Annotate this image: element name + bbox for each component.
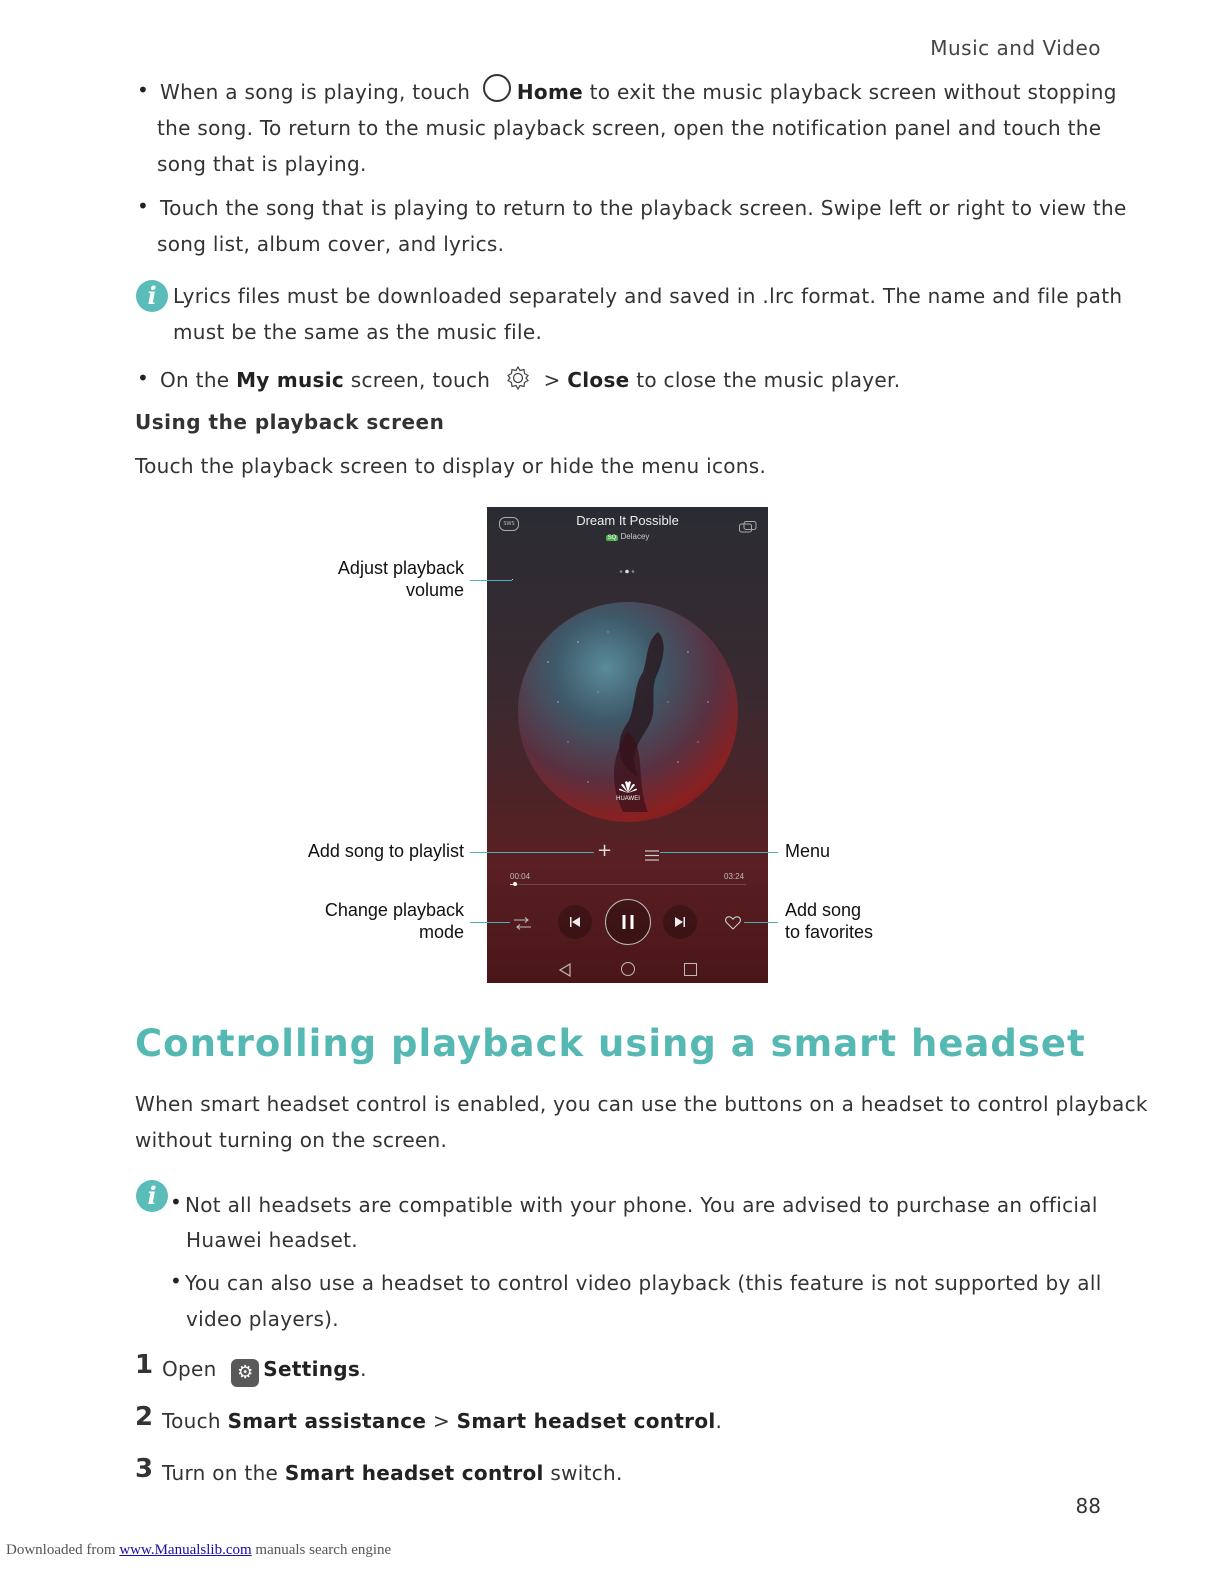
note-2-item-1-line-2: Huawei headset.	[186, 1228, 358, 1252]
section-heading: Controlling playback using a smart headset	[135, 1022, 1086, 1065]
heart-icon[interactable]	[725, 915, 741, 934]
section-header: Music and Video	[930, 36, 1101, 60]
text: switch.	[543, 1461, 623, 1485]
menu-icon[interactable]	[645, 846, 659, 865]
note-2-item-2-line-1: You can also use a headset to control video playback (this feature is not supported by all	[185, 1271, 1102, 1295]
home-nav-icon[interactable]	[621, 962, 635, 976]
text: to favorites	[785, 922, 874, 942]
text: Touch	[162, 1409, 228, 1433]
text: When a song is playing, touch	[160, 80, 477, 104]
brand-mark	[518, 780, 738, 802]
huawei-logo-icon	[617, 780, 639, 794]
section-intro-line-2: without turning on the screen.	[135, 1128, 448, 1152]
album-art	[518, 602, 738, 822]
callout-line	[470, 852, 594, 853]
note-2-item-1-line-1: Not all headsets are compatible with your phone. You are advised to purchase an official	[185, 1193, 1098, 1217]
bullet-dot: •	[170, 1190, 182, 1214]
note-1-line-2: must be the same as the music file.	[173, 320, 543, 344]
step-2	[162, 1403, 722, 1439]
shuffle-mode-icon[interactable]	[514, 915, 531, 934]
text: screen, touch	[344, 368, 497, 392]
page-dots	[619, 559, 637, 578]
recents-nav-icon[interactable]	[684, 963, 697, 976]
note-2-item-2-line-2: video players).	[186, 1307, 339, 1331]
playback-intro: Touch the playback screen to display or hide the menu icons.	[135, 454, 767, 478]
text: .	[360, 1357, 367, 1381]
gear-icon	[505, 365, 531, 402]
text: mode	[418, 922, 464, 942]
text: manuals search engine	[251, 1542, 392, 1558]
settings-icon: ⚙	[231, 1359, 259, 1387]
artist-name: Delacey	[620, 532, 650, 541]
home-label: Home	[516, 80, 583, 104]
text: volume	[405, 580, 464, 600]
phone-screenshot	[487, 507, 768, 983]
step-number: 3	[135, 1454, 154, 1484]
page-number: 88	[1075, 1494, 1101, 1518]
callout-add-playlist: Add song to playlist	[307, 841, 464, 861]
text: Adjust playback	[337, 558, 464, 578]
next-icon	[663, 905, 697, 939]
info-icon: i	[136, 1180, 168, 1212]
text: On the	[160, 368, 237, 392]
bullet-2-line-2: song list, album cover, and lyrics.	[157, 232, 505, 256]
smart-assistance-label: Smart assistance	[227, 1409, 427, 1433]
subheading: Using the playback screen	[135, 410, 445, 434]
manualslib-link[interactable]: www.Manualslib.com	[119, 1542, 252, 1558]
callout-line	[660, 852, 778, 853]
bullet-dot: •	[137, 194, 149, 218]
callout-favorites	[785, 899, 873, 943]
text: to close the music player.	[629, 368, 901, 392]
text: Open	[162, 1357, 224, 1381]
bullet-dot: •	[137, 366, 149, 390]
callout-menu: Menu	[785, 841, 831, 861]
song-title: Dream It Possible	[576, 513, 679, 528]
settings-label: Settings	[263, 1357, 361, 1381]
callout-line	[470, 580, 512, 581]
text: to exit the music playback screen without stopping	[582, 80, 1117, 104]
text: >	[536, 368, 568, 392]
previous-icon	[558, 905, 592, 939]
callout-line	[470, 922, 510, 923]
text: Add song	[785, 900, 862, 920]
previous-button[interactable]	[558, 905, 592, 939]
callout-change-mode	[325, 899, 464, 943]
bullet-dot: •	[170, 1269, 182, 1293]
next-button[interactable]	[663, 905, 697, 939]
progress-bar[interactable]	[510, 884, 746, 885]
callout-adjust-volume	[338, 557, 464, 601]
callout-line	[744, 922, 778, 923]
brand-text: HUAWEI	[616, 796, 640, 802]
step-1	[162, 1351, 367, 1387]
my-music-label: My music	[236, 368, 345, 392]
bullet-2-line-1: Touch the song that is playing to return to the playback screen. Swipe left or right to view the	[160, 196, 1127, 220]
footer	[6, 1542, 391, 1559]
text: >	[426, 1409, 457, 1433]
progress-knob[interactable]	[513, 882, 517, 886]
bullet-1-line-3: song that is playing.	[157, 152, 367, 176]
smart-headset-control-label: Smart headset control	[284, 1461, 544, 1485]
smart-headset-control-label: Smart headset control	[456, 1409, 716, 1433]
note-1-line-1: Lyrics files must be downloaded separately and saved in .lrc format. The name and file path	[173, 284, 1123, 308]
bullet-1-line-2: the song. To return to the music playback screen, open the notification panel and touch the	[157, 116, 1102, 140]
pause-icon	[606, 900, 650, 944]
time-total: 03:24	[724, 872, 745, 881]
section-intro-line-1: When smart headset control is enabled, you can use the buttons on a headset to control playback	[135, 1092, 1148, 1116]
text: Change playback	[324, 900, 464, 920]
pause-button[interactable]	[605, 899, 651, 945]
bullet-dot: •	[137, 78, 149, 102]
bullet-1-line-1	[160, 74, 1117, 110]
back-nav-icon[interactable]	[559, 962, 571, 981]
text: Downloaded from	[6, 1542, 120, 1558]
sq-badge: SQ	[607, 535, 617, 541]
artist-row	[487, 532, 768, 541]
add-to-playlist-icon[interactable]: +	[597, 840, 613, 861]
time-elapsed: 00:04	[510, 872, 531, 881]
step-number: 1	[135, 1350, 154, 1380]
step-number: 2	[135, 1402, 154, 1432]
bullet-3	[160, 362, 900, 402]
sws-label: SWS	[503, 521, 515, 527]
close-label: Close	[567, 368, 630, 392]
home-icon	[483, 74, 511, 102]
text: Turn on the	[162, 1461, 285, 1485]
text: .	[715, 1409, 723, 1433]
info-icon: i	[136, 280, 168, 312]
step-3	[162, 1455, 623, 1491]
volume-marker[interactable]	[512, 579, 513, 580]
